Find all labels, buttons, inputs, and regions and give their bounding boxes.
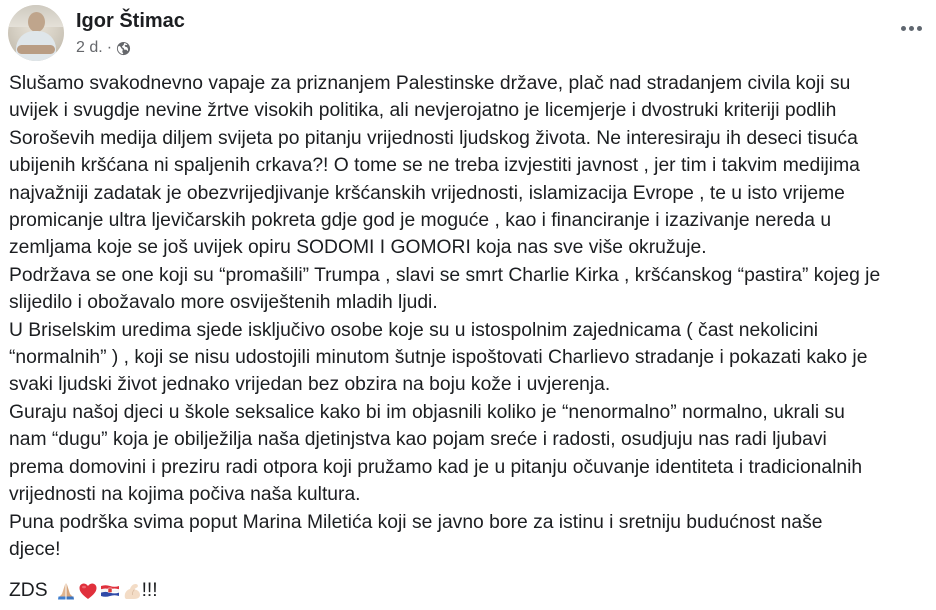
post-header xyxy=(8,5,185,61)
croatia-flag-icon xyxy=(100,581,120,601)
more-options-dot xyxy=(909,26,914,31)
separator-dot: · xyxy=(106,39,113,56)
author-name[interactable]: Igor Štimac xyxy=(76,10,185,32)
post-body-line: uvijek i svugdje nevine žrtve visokih politika, ali nevjerojatno je licemjerje i dvostruki kriteriji podlih xyxy=(9,100,837,122)
post-body-line: “normalnih” ) , koji se nisu udostojili minutom šutnje ispoštovati Charlievo stradanje i pokazati kako je xyxy=(9,347,868,369)
author-avatar[interactable] xyxy=(8,5,64,61)
post-body-line: promicanje ultra ljevičarskih pokreta gdje god je moguće , kao i financiranje i izazivanje nereda u xyxy=(9,210,832,232)
signoff-suffix: !!! xyxy=(141,580,158,601)
post-body-line: Slušamo svakodnevno vapaje za priznanjem Palestinske države, plač nad stradanjem civila koji su xyxy=(9,73,851,94)
post-body-line: zemljama koje se još uvijek opiru SODOMI I GOMORI koja nas sve više okružuje. xyxy=(9,237,707,259)
more-options-button[interactable] xyxy=(896,18,926,38)
globe-icon[interactable] xyxy=(116,41,131,56)
post-body-line: Podržava se one koji su “promašili” Trumpa , slavi se smrt Charlie Kirka , kršćanskog “pastira” kojeg je xyxy=(9,264,881,286)
post-body-line: slijedilo i obožavalo more osviještenih mladih ljudi. xyxy=(9,292,438,314)
post-body-line: vrijednosti na kojima počiva naša kultura. xyxy=(9,484,361,506)
post-body-line: Soroševih medija diljem svijeta po pitanju vrijednosti ljudskog života. Ne interesiraju ih deseci tisuća xyxy=(9,127,858,149)
red-heart-icon xyxy=(78,581,98,601)
avatar-arms xyxy=(17,45,55,54)
post-timestamp[interactable]: 2 d. xyxy=(76,39,103,56)
avatar-head xyxy=(28,12,45,32)
post-body-line: djece! xyxy=(9,538,61,560)
post-body-line: U Briselskim uredima sjede isključivo osobe koje su u istospolnim zajednicama ( čast nekolicini xyxy=(9,319,819,341)
post-body-line: najvažniji zadatak je obezvrijedjivanje kršćanskih vrijednosti, islamizacija Evrope , te u isto vrijeme xyxy=(9,182,845,204)
post-subline xyxy=(76,39,185,57)
post-body-line: Puna podrška svima poput Marina Miletića koji se javno bore za istinu i sretniju budućnost naše xyxy=(9,511,823,533)
more-options-dot xyxy=(917,26,922,31)
post-body-line: Guraju našoj djeci u škole seksalice kako bi im objasnili koliko je “nenormalno” normalno, ukrali su xyxy=(9,401,845,423)
post-signoff xyxy=(9,577,158,604)
post-meta xyxy=(76,5,185,57)
post-body-line: prema domovini i preziru radi otpora koji pružamo kad je u pitanju očuvanje identiteta i tradicionalnih xyxy=(9,456,863,478)
more-options-dot xyxy=(901,26,906,31)
flexed-biceps-icon xyxy=(122,581,142,601)
folded-hands-icon xyxy=(56,581,76,601)
signoff-text: ZDS xyxy=(9,580,48,601)
post-body xyxy=(9,70,929,563)
post-body-line: nam “dugu” koja je obilježilja naša djetinjstva kao pojam sreće i radosti, osudjuju nas radi ljubavi xyxy=(9,429,827,451)
post-body-line: svaki ljudski život jednako vrijedan bez obzira na boju kože i uvjerenja. xyxy=(9,374,611,396)
post-body-line: ubijenih kršćana ni spaljenih crkava?! O tome se ne treba izvjestiti javnost , jer tim i takvim medijima xyxy=(9,155,860,177)
